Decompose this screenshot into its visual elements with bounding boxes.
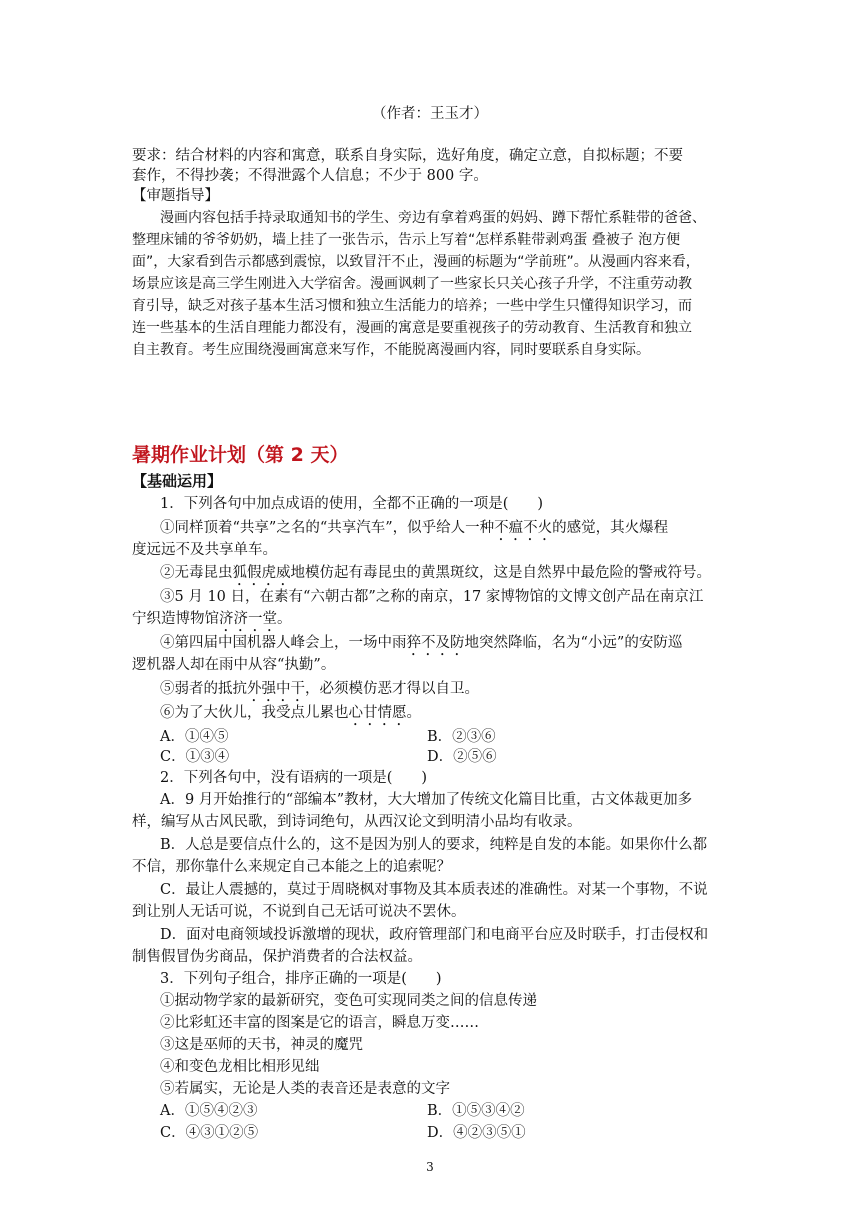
q1-s1-text-b: 的感觉，其火爆程	[552, 520, 669, 536]
q3-option-b: B．①⑤③④②	[427, 1103, 525, 1119]
requirement-line-1: 要求：结合材料的内容和寓意，联系自身实际，选好角度，确定立意，自拟标题；不要	[132, 148, 683, 164]
q1-s3-idiom: 济济一堂	[219, 611, 277, 627]
q1-s1-idiom: 不瘟不火	[494, 520, 553, 536]
author-line: （作者：王玉才）	[372, 106, 488, 122]
q1-option-c: C．①③④	[160, 749, 230, 765]
q1-sentence-4-cont: 逻机器人却在雨中从容“执勤”。	[132, 657, 336, 673]
q2-option-c-line-1: C．最让人震撼的，莫过于周晓枫对事物及其本质表述的准确性。对某一个事物，不说	[160, 882, 708, 898]
q3-option-d: D．④②③⑤①	[427, 1125, 526, 1141]
q1-s2-text-b: 地模仿起有毒昆虫的黄黑斑纹，这是自然界中最危险的警戒符号。	[290, 565, 711, 581]
q1-s3-text-b: 宁织造博物馆	[132, 611, 219, 627]
q3-stem: 3．下列句子组合，排序正确的一项是( )	[160, 971, 442, 987]
q1-s6-text-a: ⑥为了大伙儿，我受点儿累也	[160, 705, 349, 721]
guide-line-4: 场景应该是高三学生刚进入大学宿舍。漫画讽刺了一些家长只关心孩子升学，不注重劳动教	[132, 276, 692, 292]
section-title: 暑期作业计划（第 2 天）	[132, 444, 349, 466]
q3-option-c: C．④③①②⑤	[160, 1125, 259, 1141]
guide-line-3: 面”，大家看到告示都感到震惊，以致冒汗不止，漫画的标题为“学前班”。从漫画内容来看，	[132, 254, 700, 270]
section-heading: 【基础运用】	[132, 472, 223, 490]
q2-option-c-line-2: 到让别人无话可说，不说到自己无话可说决不罢休。	[132, 904, 466, 920]
q1-s5-text-a: ⑤弱者的抵抗	[160, 681, 247, 697]
guide-line-2: 整理床铺的爷爷奶奶，墙上挂了一张告示，告示上写着“怎样系鞋带剥鸡蛋 叠被子 泡方便	[132, 232, 681, 248]
guide-line-7: 自主教育。考生应围绕漫画寓意来写作，不能脱离漫画内容，同时要联系自身实际。	[132, 342, 650, 358]
q1-sentence-6	[160, 703, 421, 729]
q1-sentence-5	[160, 679, 479, 705]
q3-item-5: ⑤若属实，无论是人类的表音还是表意的文字	[160, 1081, 450, 1097]
q1-s4-text-b: 地突然降临，名为“小远”的安防巡	[464, 635, 683, 651]
q2-option-d-line-2: 制售假冒伪劣商品，保护消费者的合法权益。	[132, 949, 422, 965]
q1-option-d: D．②⑤⑥	[427, 749, 497, 765]
q2-option-b-line-2: 不信，那你靠什么来规定自己本能之上的追索呢？	[132, 859, 451, 875]
q1-s6-text-b: 。	[406, 705, 421, 721]
q3-item-3: ③这是巫师的天书，神灵的魔咒	[160, 1037, 363, 1053]
q3-option-a: A．①⑤④②③	[160, 1103, 258, 1119]
q1-option-a: A．①④⑤	[160, 729, 229, 745]
q2-option-a-line-1: A．9 月开始推行的“部编本”教材，大大增加了传统文化篇目比重，古文体裁更加多	[160, 792, 693, 808]
q3-item-1: ①据动物学家的最新研究，变色可实现同类之间的信息传递	[160, 993, 537, 1009]
guide-line-6: 连一些基本的生活自理能力都没有，漫画的寓意是要重视孩子的劳动教育、生活教育和独立	[132, 320, 692, 336]
q2-option-b-line-1: B．人总是要信点什么的，这不是因为别人的要求，纯粹是自发的本能。如果你什么都	[160, 837, 708, 853]
q1-sentence-3: ③5 月 10 日，在素有“六朝古都”之称的南京，17 家博物馆的文博文创产品在南京江	[160, 589, 704, 605]
q1-s5-text-b: ，必须模仿恶才得以自卫。	[305, 681, 479, 697]
guide-heading: 【审题指导】	[132, 188, 219, 204]
q1-s4-idiom: 猝不及防	[406, 635, 465, 651]
q1-sentence-1-cont: 度远远不及共享单车。	[132, 542, 277, 558]
q1-s2-idiom: 狐假虎威	[232, 565, 291, 581]
q1-s4-text-a: ④第四届中国机器人峰会上，一场中雨	[160, 635, 407, 651]
guide-line-1: 漫画内容包括手持录取通知书的学生、旁边有拿着鸡蛋的妈妈、蹲下帮忙系鞋带的爸爸、	[160, 210, 706, 226]
q3-item-4: ④和变色龙相比相形见绌	[160, 1059, 320, 1075]
q1-s3-text-c: 。	[277, 611, 292, 627]
q1-sentence-2	[160, 563, 711, 589]
q2-stem: 2．下列各句中，没有语病的一项是( )	[160, 770, 428, 786]
q1-stem: 1．下列各句中加点成语的使用，全都不正确的一项是( )	[160, 496, 544, 512]
q3-item-2: ②比彩虹还丰富的图案是它的语言，瞬息万变……	[160, 1015, 479, 1031]
q1-option-b: B．②③⑥	[427, 729, 496, 745]
q1-s1-text-a: ①同样顶着“共享”之名的“共享汽车”，似乎给人一种	[160, 520, 495, 536]
q1-sentence-3-cont	[132, 609, 292, 635]
q1-s2-text-a: ②无毒昆虫	[160, 565, 233, 581]
page-number: 3	[426, 1160, 434, 1174]
q1-s5-idiom: 外强中干	[247, 681, 305, 697]
guide-line-5: 育引导，缺乏对孩子基本生活习惯和独立生活能力的培养；一些中学生只懂得知识学习，而	[132, 298, 692, 314]
q2-option-d-line-1: D．面对电商领域投诉激增的现状，政府管理部门和电商平台应及时联手，打击侵权和	[160, 927, 709, 943]
q1-s6-idiom: 心甘情愿	[348, 705, 407, 721]
requirement-line-2: 套作，不得抄袭；不得泄露个人信息；不少于 800 字。	[132, 168, 488, 184]
q2-option-a-line-2: 样，编写从古风民歌，到诗词绝句，从西汉论文到明清小品均有收录。	[132, 814, 582, 830]
